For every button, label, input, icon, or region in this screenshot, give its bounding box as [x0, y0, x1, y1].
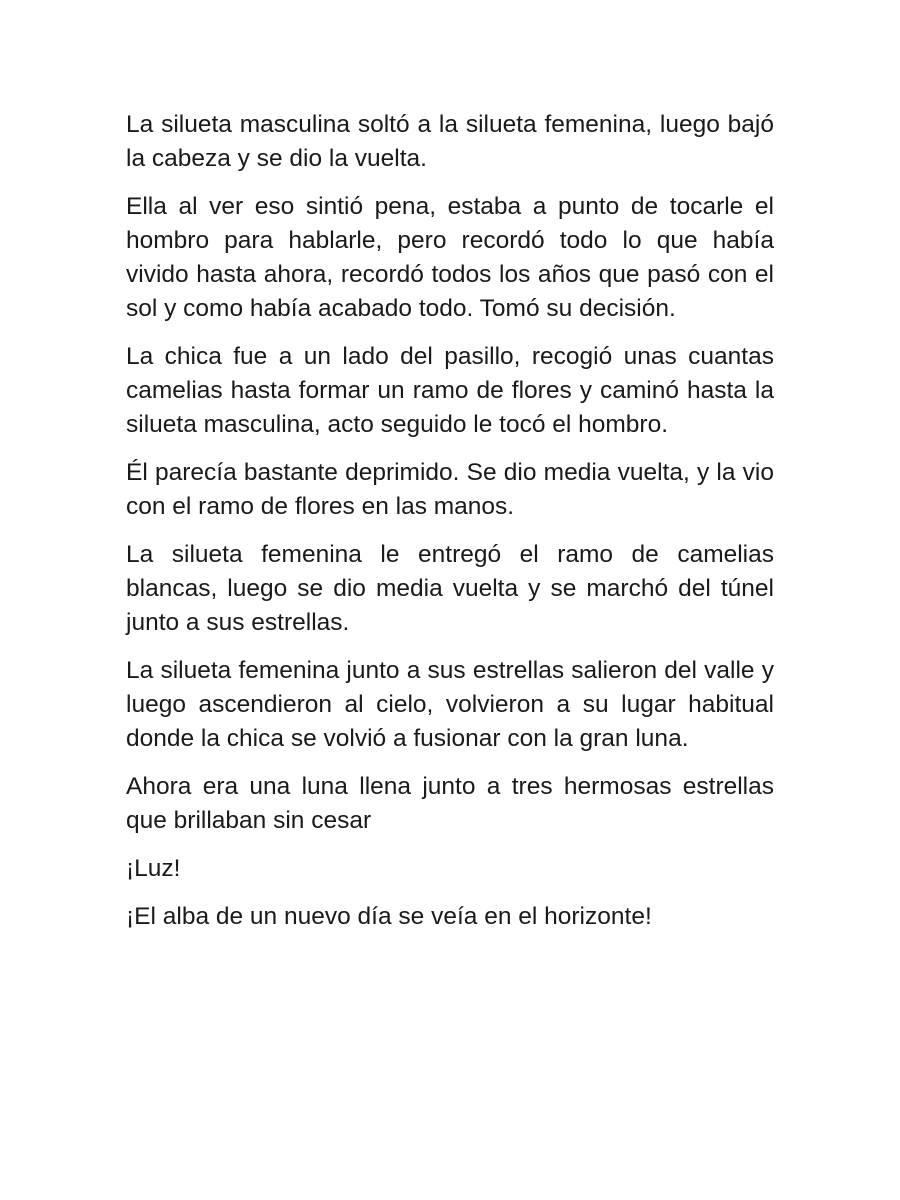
paragraph: Ahora era una luna llena junto a tres hermosas estrellas que brillaban sin cesar — [126, 773, 774, 834]
paragraph: Ella al ver eso sintió pena, estaba a punto de tocarle el hombro para hablarle, pero recordó todo lo que había vivido hasta ahora, recordó todos los años que pasó con el sol y como había acabado todo. Tomó su decisión. — [126, 193, 774, 322]
paragraph: La silueta femenina le entregó el ramo de camelias blancas, luego se dio media vuelta y se marchó del túnel junto a sus estrellas. — [126, 541, 774, 636]
paragraph: ¡El alba de un nuevo día se veía en el horizonte! — [126, 903, 652, 930]
paragraph: La chica fue a un lado del pasillo, recogió unas cuantas camelias hasta formar un ramo de flores y caminó hasta la silueta masculina, acto seguido le tocó el hombro. — [126, 343, 774, 438]
body-text — [126, 108, 774, 948]
paragraph: ¡Luz! — [126, 855, 181, 882]
paragraph: La silueta femenina junto a sus estrellas salieron del valle y luego ascendieron al cielo, volvieron a su lugar habitual donde la chica se volvió a fusionar con la gran luna. — [126, 657, 774, 752]
paragraph: La silueta masculina soltó a la silueta femenina, luego bajó la cabeza y se dio la vuelta. — [126, 111, 774, 172]
paragraph: Él parecía bastante deprimido. Se dio media vuelta, y la vio con el ramo de flores en las manos. — [126, 459, 774, 520]
